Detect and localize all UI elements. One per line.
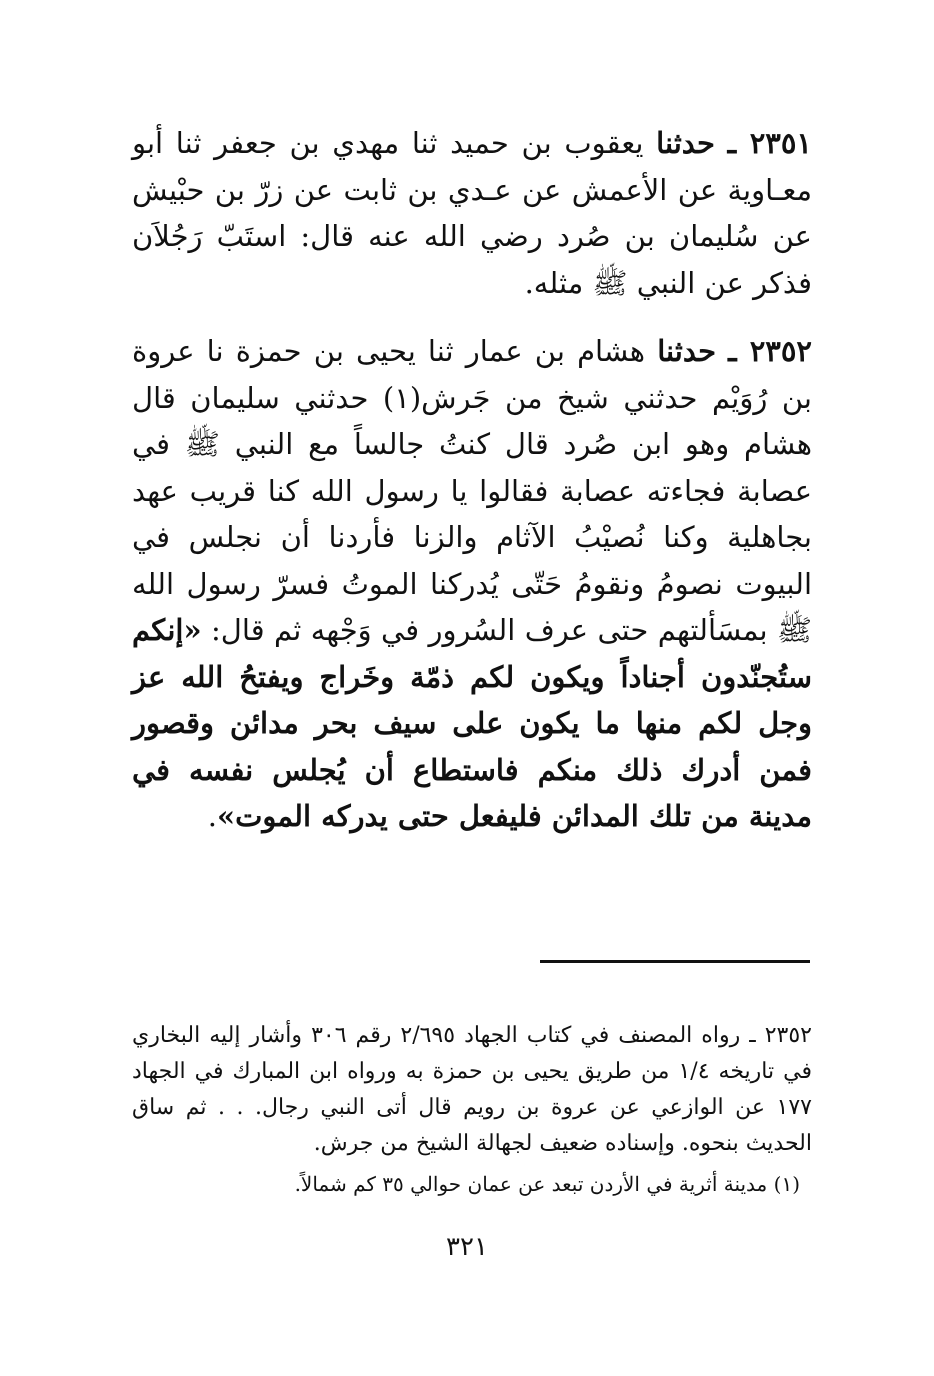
hadith-lead-word: حدثنا	[657, 334, 717, 368]
main-text	[132, 120, 812, 862]
footnote-source: ٢٣٥٢ ـ رواه المصنف في كتاب الجهاد ٢/٦٩٥ رقم ٣٠٦ وأشار إليه البخاري في تاريخه ١/٤ من طريق يحيى بن حمزة به ورواه ابن المبارك في الجهاد ١٧٧ عن الوازعي عن عروة بن رويم قال أتى النبي رجال. . . ثم ساق الحديث بنحوه. وإسناده ضعيف لجهالة الشيخ من جرش.	[132, 1023, 812, 1156]
hadith-lead-word: حدثنا	[656, 126, 715, 160]
hadith-body: يعقوب بن حميد ثنا مهدي بن جعفر ثنا أبو معـاوية عن الأعمش عن عـدي بن ثابت عن زرّ بن حبْيش عن سُليمان بن صُرد رضي الله عنه قال: استَبّ رَجُلاَن فذكر عن النبي ﷺ مثله.	[132, 126, 812, 300]
footnote-note: (١) مدينة أثرية في الأردن تبعد عن عمان حوالي ٣٥ كم شمالاً.	[294, 1172, 800, 1196]
page-number: ٣٢١	[446, 1232, 488, 1262]
prophetic-quote: «إنكم ستُجنّدون أجناداً ويكون لكم ذمّة وخَراج ويفتحُ الله عز وجل لكم منها ما يكون على سيف بحر مدائن وقصور فمن أدرك ذلك منكم فاستطاع أن يُجلس نفسه في مدينة من تلك المدائن فليفعل حتى يدركه الموت»	[132, 613, 812, 833]
hadith-2351	[132, 120, 812, 306]
hadith-2352	[132, 328, 812, 840]
hadith-body: هشام بن عمار ثنا يحيى بن حمزة نا عروة بن رُوَيْم حدثني شيخ من جَرش(١) حدثني سليمان قال هشام وهو ابن صُرد قال كنتُ جالساً مع النبي ﷺ في عصابة فجاءته عصابة فقالوا يا رسول الله كنا قريب عهد بجاهلية وكنا نُصيْبُ الآثام والزنا فأردنا أن نجلس في البيوت نصومُ ونقومُ حَتّى يُدركنا الموتُ فسرّ رسول الله ﷺ بمسَألتهم حتى عرف السُرور في وَجْهه ثم قال:	[132, 334, 813, 647]
hadith-number: ٢٣٥٢ ـ	[728, 334, 813, 368]
footnote-divider	[540, 960, 810, 963]
footnotes	[132, 1018, 812, 1202]
hadith-end-mark: .	[207, 799, 217, 833]
hadith-number: ٢٣٥١ ـ	[727, 126, 813, 160]
